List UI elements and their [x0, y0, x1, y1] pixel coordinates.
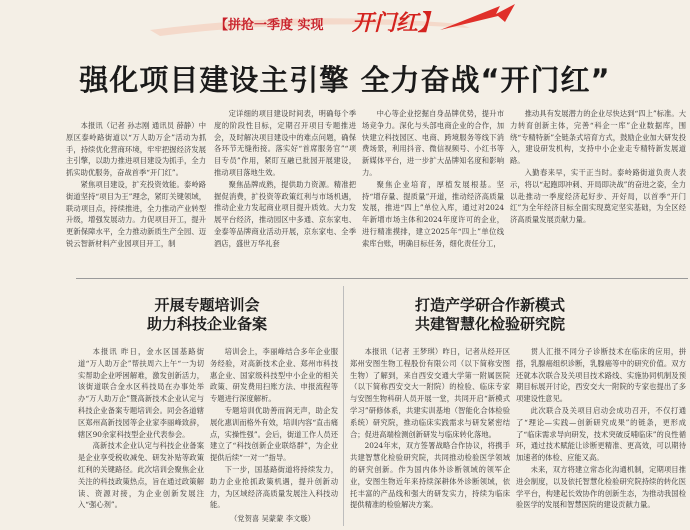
right-story-title: [360, 296, 620, 334]
left-story-column-1: [78, 346, 204, 526]
paragraph: 本报讯（记者 王梦琪）昨日，记者从经开区郑州安图生物工程股份有限公司（以下简称安图生物）了解到，来自西安交通大学第一附属医院（以下简称西安交大一附院）的检验、临床专家与安图生物科研人员开展一堂，共同开启“新模式学习”研修体系，共建实训基地（智能化合体检验系统）研究院，推动临床实践需求与研发紧密结合；促进高端检测创新研发与临床转化落地。: [350, 347, 510, 439]
main-headline: 强化项目建设主引擎 全力奋战“开门红”: [79, 63, 611, 97]
banner-text: 【拼抢一季度 实现: [215, 18, 324, 33]
paragraph: 此次联合及关项目启动会成功召开，不仅打通了“理论—实践—创新研究成果”的链条，更形成了“临床需求导向研发，技术突破反哺临床”的良性循环，通过技术赋能让诊断更精准、更高效，可以期待加速者的体检、应能又高。: [516, 405, 686, 463]
left-story-title: [82, 296, 332, 334]
paragraph: 紧焦项目建设，扩充投资效能。泰岭路街道坚持“项目为王”理念，紧盯关键领域，联动项目点，持续推进，全力推动产业转型升级，增强发展动力。力促项目开工，提升更新保障水平，全力推动新质生产全园、迈锐云智新材料产业园项目开工，制: [66, 179, 206, 248]
paragraph: 中心等企业挖掘自身品牌优势，提升市场竞争力。深化与头部电商企业的合作，加快建立科技园区、电商、跨境服务等线下消费场景，利用抖音、微信视频号、小红书等新媒体平台，进一步扩大品牌知名度和影响力。: [362, 109, 504, 177]
paragraph: 定详细的项目建设时间表，明确每个季度的阶段性目标，定期召开项目专题推进会，及时解决项目建设中的难点问题，确保各环节无缝衔接。落实好“首席服务官”“项目专员”作用，紧盯互融已批园开展建设，推动项目落地生效。: [214, 109, 356, 177]
section-banner: [0, 0, 690, 44]
banner-decoration-icon: [0, 0, 690, 44]
lead-article-column-3: [362, 108, 504, 272]
lead-article-column-2: [214, 108, 356, 272]
lead-article-column-1: [66, 120, 206, 272]
lead-article-column-4: [510, 108, 686, 272]
paragraph: 本报讯（记者 孙志刚 通讯员 薛静）中原区泰岭路街道以“万人助万企”活动为抓手，持续优化营商环境，牢牢把握经济发展主引擎，以助力推进项目建设为抓手，全力抓实助优服务，奋战首季“开门红”。: [66, 121, 206, 178]
paragraph: 下一步，国基路街道将持续发力，助力企业抢抓政策机遇，提升创新动力，为区域经济高质量发展注入科技动能。: [210, 464, 338, 510]
paragraph: 聚焦品牌成熟，提供助力资源。精准把握促消费，扩投资等政策红利与市场机遇，推动企业力发起商业项目提升质效。大力发展平台经济，推动园区中多通、京东家电、金泰等品牌商业活动开展，京东家电、全季酒店，盛世万华礼套: [214, 179, 356, 248]
paragraph: 2024年末，双方签署战略合作协议，将携手共建智慧化检验研究院，共同推动检验医学领域的研究创新。作为国内体外诊断领域的领军企业，安图生物近年来持续深耕体外诊断领域，依托丰富的产品线和强大的研发实力，持续为临床提供精准的检验解决方案。: [350, 441, 510, 510]
right-story-column-1: [350, 346, 510, 526]
column-divider: [343, 286, 344, 526]
paragraph: 推动具有发展潜力的企业尽快达到“四上”标准。大力转育创新主体，完善“科企一库”企业数据库，围绕“专精特新”全链条式培育方式，鼓励企业加大研发投入，建设研发机构，支持中小企业走专精特新发展道路。: [510, 109, 686, 166]
paragraph: 贯人汇报不同分子诊断技术在临床的应用，拼搭，乳腺癌组织诊断，乳腺癌等中的研究价值。双方还就本次联合及关项目技术路线、实施协同机制及预期目标展开讨论，西安交大一附院的专家也提出了多项建设性意见。: [516, 347, 686, 404]
paragraph: 专题培训优助善而润无声，助企发展化惠训而格外有效，培训内容“直击痛点，实操性强”。会后，街道工作人员还建立了“科技创新企业联络群”，为企业提供后续“一对一”指导。: [210, 405, 338, 463]
right-story-title-line-2: 共建智慧化检验研究院: [414, 315, 565, 333]
paragraph: 本报讯 昨日，金水区国基路街道“万人助万企”帮扶周六上午“一为切实帮助企业呼困解难，激发创新活力，该街道联合金水区科技局在办事处举办“万人助万企”暨高新技术企业认定与科技企业备案专题培训会。同会各道辖区郑州高新技园等企业家李丽峰致辞，辖区90余家科技型企业代表参会。: [78, 347, 204, 439]
paragraph: 入勤春来早，实干正当时。泰岭路街道负责人表示，将以“起跑即冲刺、开局即决战”的奋进之姿，全力以赴推动一季度经济起好步、开好局，以首季“开门红”为全年经济目标全面实现奠定坚实基础，为全区经济高质量发展贡献力量。: [510, 167, 686, 225]
paragraph: 高新技术企业认定与科技企业备案是企业享受税收减免、研发补贴等政策红利的关键路径。此次培训会聚焦企业关注的科技政策热点，旨在通过政策解读、资源对接，为企业创新发展注入“强心剂”。: [78, 441, 204, 510]
right-story-column-2: [516, 346, 686, 526]
paragraph: 聚焦企业培育，厚植发展根基。坚持“增存量、提质量”开道，推动经济高质量发展，推进“四上”单位入库，通过对2024年新增市场主体和2024年度许可的企业，进行精准摸排，建立2025年“四上”单位线索库台账，明确目标任务，细化责任分工，: [362, 179, 504, 248]
section-divider: [76, 278, 688, 279]
left-story-byline: （党贺喜 吴蒙蒙 李文璇）: [230, 514, 315, 523]
banner-script: 开门红】: [352, 10, 441, 36]
left-story-title-line-1: 开展专题培训会: [154, 296, 260, 314]
paragraph: 未来，双方将建立常态化沟通机制，定期项目推进会制度，以及依托智慧化检验研究院持续的转化医学平台，构建起长效协作的创新生态，为推动我国检验医学的发展和智慧医院的建设贡献力量。: [516, 464, 686, 510]
paragraph: 培训会上，李丽峰结合多年企业服务经验，对高新技术企业、郑州市科技惠企业、国家级科技型中小企业的相关政策、研发费用扫账方法、申报流程等专题进行深度解析。: [210, 347, 338, 404]
left-story-column-2: [210, 346, 338, 512]
right-story-title-line-1: 打造产学研合作新模式: [414, 296, 565, 314]
left-story-title-line-2: 助力科技企业备案: [146, 315, 267, 333]
